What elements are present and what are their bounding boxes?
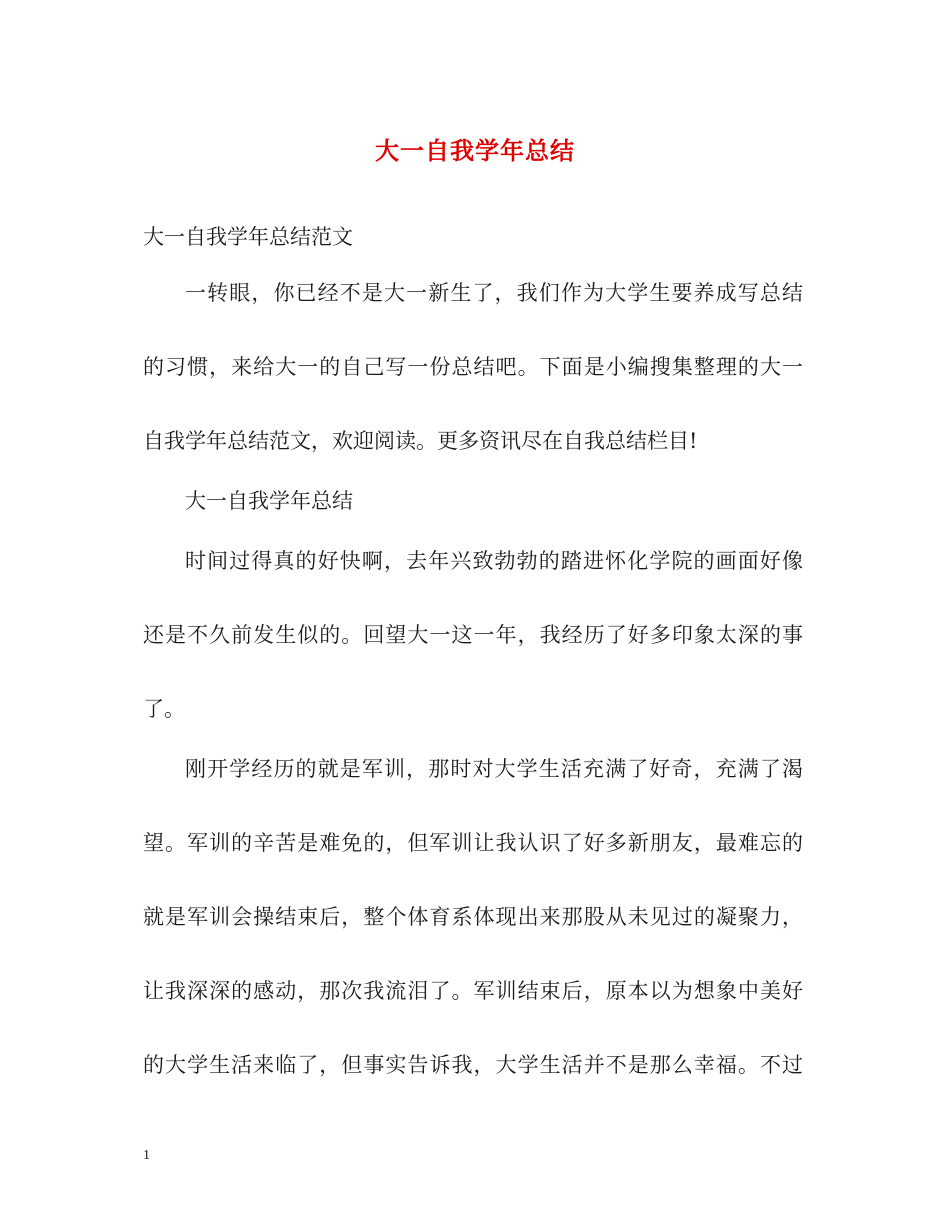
paragraph-line: 一转眼，你已经不是大一新生了，我们作为大学生要养成写总结 bbox=[185, 281, 803, 305]
paragraph-line: 的大学生活来临了，但事实告诉我，大学生活并不是那么幸福。不过 bbox=[143, 1053, 803, 1077]
page-number: 1 bbox=[143, 1148, 150, 1163]
paragraph-line: 了。 bbox=[143, 697, 185, 721]
document-title: 大一自我学年总结 bbox=[375, 136, 575, 165]
paragraph-line: 自我学年总结范文，欢迎阅读。更多资讯尽在自我总结栏目! bbox=[143, 429, 698, 453]
paragraph-line: 刚开学经历的就是军训，那时对大学生活充满了好奇，充满了渴 bbox=[185, 757, 803, 781]
paragraph-line: 时间过得真的好快啊，去年兴致勃勃的踏进怀化学院的画面好像 bbox=[185, 549, 803, 573]
paragraph-line: 望。军训的辛苦是难免的，但军训让我认识了好多新朋友，最难忘的 bbox=[143, 831, 803, 855]
paragraph-line: 让我深深的感动，那次我流泪了。军训结束后，原本以为想象中美好 bbox=[143, 979, 803, 1003]
paragraph-line: 就是军训会操结束后，整个体育系体现出来那股从未见过的凝聚力， bbox=[143, 905, 803, 929]
subtitle-line: 大一自我学年总结范文 bbox=[143, 225, 353, 249]
section-heading: 大一自我学年总结 bbox=[185, 489, 353, 513]
paragraph-line: 的习惯，来给大一的自己写一份总结吧。下面是小编搜集整理的大一 bbox=[143, 355, 803, 379]
paragraph-line: 还是不久前发生似的。回望大一这一年，我经历了好多印象太深的事 bbox=[143, 623, 803, 647]
